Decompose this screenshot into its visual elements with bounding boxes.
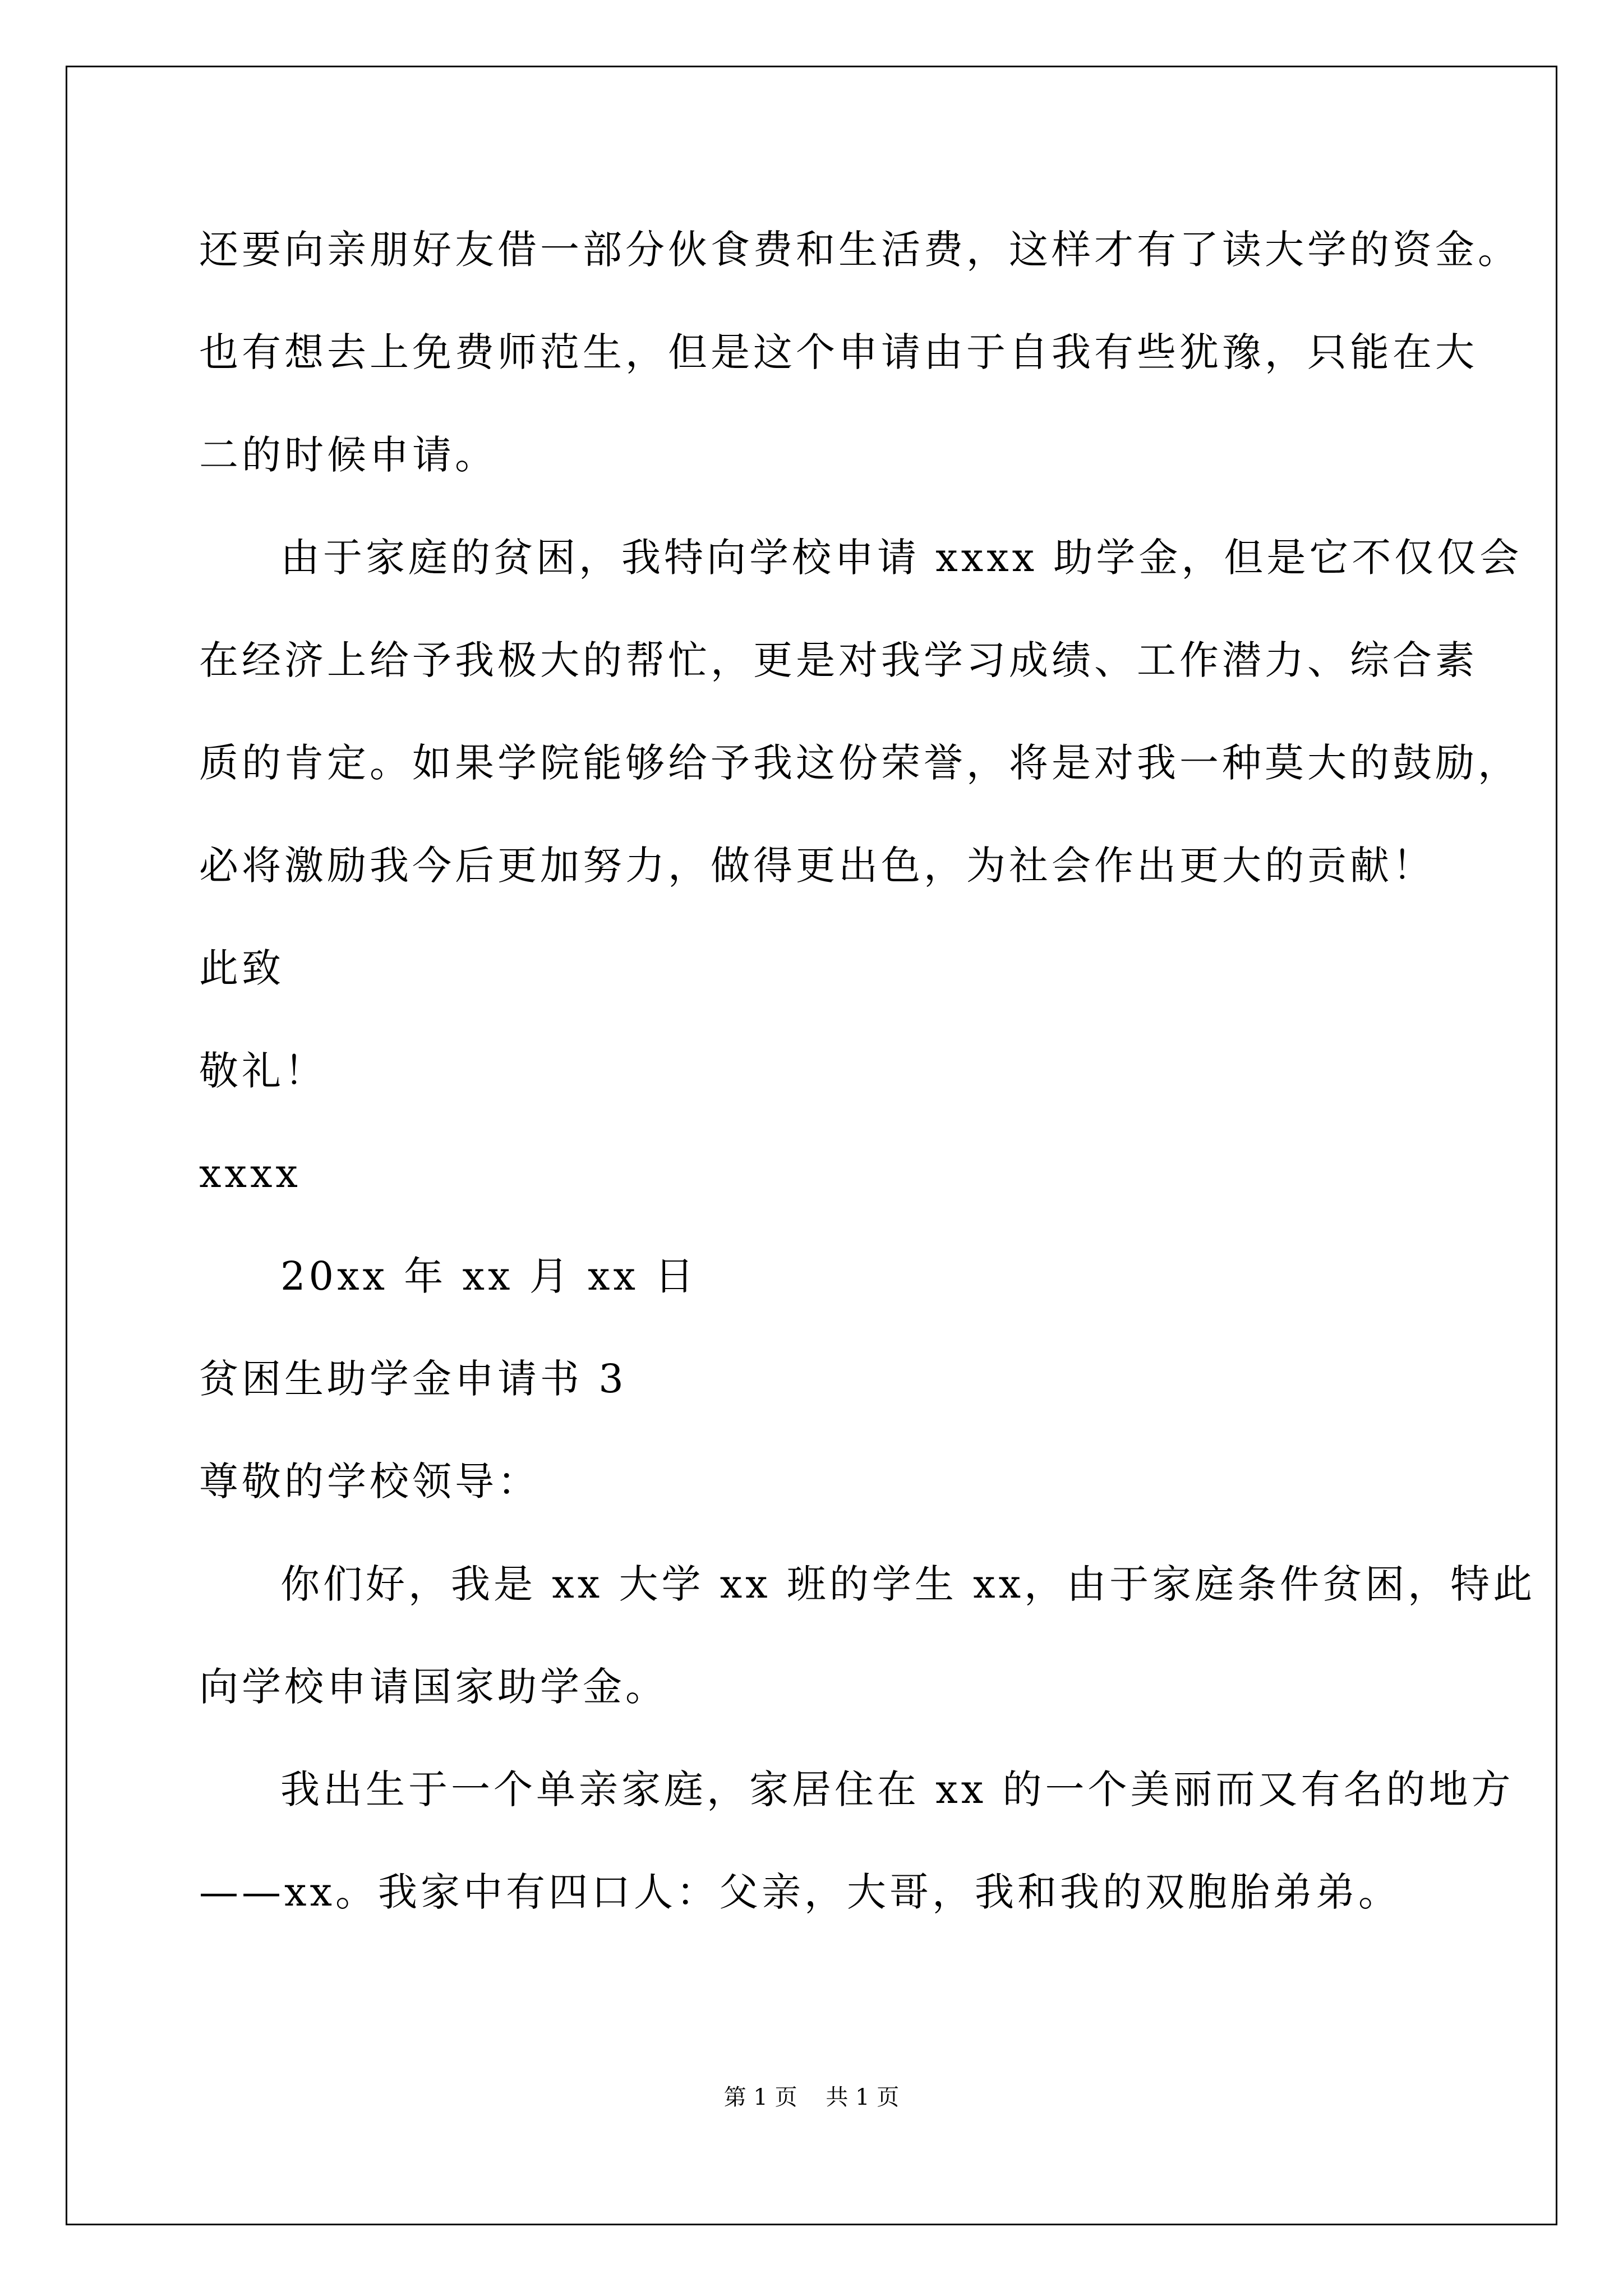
body-line: 由于家庭的贫困，我特向学校申请 xxxx 助学金，但是它不仅仅会: [280, 535, 1523, 581]
body-line: 还要向亲朋好友借一部分伙食费和生活费，这样才有了读大学的资金。: [199, 227, 1520, 273]
body-line: ——xx。我家中有四口人：父亲，大哥，我和我的双胞胎弟弟。: [199, 1869, 1401, 1915]
body-line: 必将激励我今后更加努力，做得更出色，为社会作出更大的贡献！: [199, 843, 1435, 889]
body-line: 在经济上给予我极大的帮忙，更是对我学习成绩、工作潜力、综合素: [199, 637, 1478, 683]
body-line: 你们好，我是 xx 大学 xx 班的学生 xx，由于家庭条件贫困，特此: [280, 1561, 1536, 1607]
body-line: 我出生于一个单亲家庭，家居住在 xx 的一个美丽而又有名的地方: [280, 1766, 1514, 1812]
signature-name: xxxx: [199, 1151, 301, 1197]
body-line: 向学校申请国家助学金。: [199, 1664, 668, 1710]
section-title: 贫困生助学金申请书 3: [199, 1356, 627, 1402]
greeting: 尊敬的学校领导：: [199, 1458, 540, 1504]
body-line: 质的肯定。如果学院能够给予我这份荣誉，将是对我一种莫大的鼓励，: [199, 740, 1520, 786]
closing-salutation: 此致: [199, 945, 284, 991]
body-line: 二的时候申请。: [199, 432, 497, 478]
closing-respect: 敬礼！: [199, 1048, 327, 1094]
signature-date: 20xx 年 xx 月 xx 日: [280, 1253, 698, 1299]
body-line: 也有想去上免费师范生，但是这个申请由于自我有些犹豫，只能在大: [199, 329, 1478, 375]
page-number-footer: 第 1 页 共 1 页: [723, 2085, 900, 2110]
